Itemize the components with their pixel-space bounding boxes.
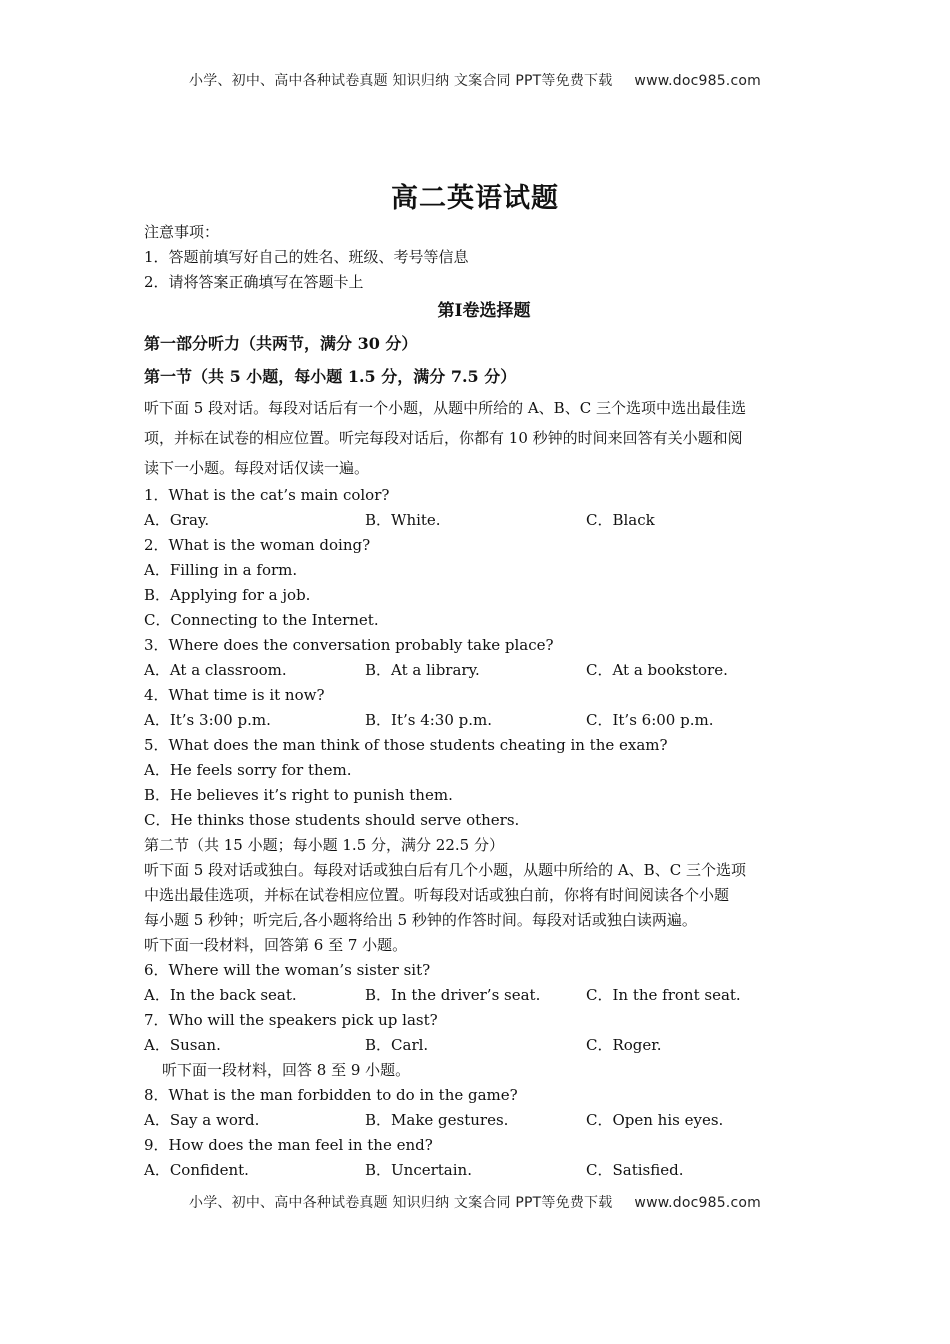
option-c[interactable]: C．He thinks those students should serve others.	[144, 811, 520, 829]
option-c[interactable]: C．In the front seat.	[586, 986, 741, 1004]
question-9-options	[144, 1158, 824, 1183]
option-b[interactable]: B．White.	[365, 511, 441, 529]
question-9: 9．How does the man feel in the end?	[144, 1136, 433, 1154]
exam-content	[144, 220, 824, 1183]
option-c[interactable]: C．Black	[586, 511, 655, 529]
question-5: 5．What does the man think of those students cheating in the exam?	[144, 736, 668, 754]
option-b[interactable]: B．In the driver’s seat.	[365, 986, 541, 1004]
section1-instruction: 听下面 5 段对话。每段对话后有一个小题，从题中所给的 A、B、C 三个选项中选出最佳选	[144, 399, 746, 417]
section2-heading: 第二节（共 15 小题；每小题 1.5 分，满分 22.5 分）	[144, 836, 504, 854]
question-1: 1．What is the cat’s main color?	[144, 486, 390, 504]
option-b[interactable]: B．It’s 4:30 p.m.	[365, 711, 493, 729]
question-7-options	[144, 1033, 824, 1058]
banner-url-link[interactable]: www.doc985.com	[634, 1195, 761, 1211]
section1-instruction: 读下一小题。每段对话仅读一遍。	[144, 459, 370, 477]
question-7: 7．Who will the speakers pick up last?	[144, 1011, 438, 1029]
banner-text: 小学、初中、高中各种试卷真题 知识归纳 文案合同 PPT等免费下载	[189, 73, 613, 89]
option-a[interactable]: A．Filling in a form.	[144, 561, 298, 579]
option-c[interactable]: C．It’s 6:00 p.m.	[586, 711, 714, 729]
part1-heading: 第一部分听力（共两节，满分 30 分）	[144, 334, 418, 353]
material-note: 听下面一段材料，回答第 6 至 7 小题。	[144, 936, 408, 954]
notice-heading: 注意事项：	[144, 223, 220, 241]
question-1-options	[144, 508, 824, 533]
option-b[interactable]: B．At a library.	[365, 661, 480, 679]
option-a[interactable]: A．At a classroom.	[144, 661, 287, 679]
option-c[interactable]: C．Open his eyes.	[586, 1111, 724, 1129]
option-b[interactable]: B．Uncertain.	[365, 1161, 472, 1179]
section1-instruction: 项，并标在试卷的相应位置。听完每段对话后，你都有 10 秒钟的时间来回答有关小题和阅	[144, 429, 743, 447]
option-c[interactable]: C．At a bookstore.	[586, 661, 728, 679]
question-3-options	[144, 658, 824, 683]
option-a[interactable]: A．Confident.	[144, 1161, 249, 1179]
question-8-options	[144, 1108, 824, 1133]
top-banner	[0, 70, 950, 90]
option-a[interactable]: A．Say a word.	[144, 1111, 260, 1129]
option-a[interactable]: A．In the back seat.	[144, 986, 297, 1004]
question-6: 6．Where will the woman’s sister sit?	[144, 961, 431, 979]
question-2: 2．What is the woman doing?	[144, 536, 371, 554]
option-c[interactable]: C．Satisfied.	[586, 1161, 684, 1179]
option-a[interactable]: A．Gray.	[144, 511, 210, 529]
material-note: 听下面一段材料，回答 8 至 9 小题。	[162, 1061, 411, 1079]
option-a[interactable]: A．He feels sorry for them.	[144, 761, 352, 779]
question-4: 4．What time is it now?	[144, 686, 325, 704]
section2-instruction: 听下面 5 段对话或独白。每段对话或独白后有几个小题，从题中所给的 A、B、C 三个选项	[144, 861, 746, 879]
section1-heading: 第一节（共 5 小题，每小题 1.5 分，满分 7.5 分）	[144, 367, 517, 386]
section2-instruction: 每小题 5 秒钟；听完后,各小题将给出 5 秒钟的作答时间。每段对话或独白读两遍。	[144, 911, 697, 929]
banner-text: 小学、初中、高中各种试卷真题 知识归纳 文案合同 PPT等免费下载	[189, 1195, 613, 1211]
banner-url-link[interactable]: www.doc985.com	[634, 73, 761, 89]
option-b[interactable]: B．Carl.	[365, 1036, 429, 1054]
section2-instruction: 中选出最佳选项，并标在试卷相应位置。听每段对话或独白前，你将有时间阅读各个小题	[144, 886, 730, 904]
bottom-banner	[0, 1192, 950, 1212]
question-6-options	[144, 983, 824, 1008]
question-8: 8．What is the man forbidden to do in the game?	[144, 1086, 518, 1104]
option-a[interactable]: A．It’s 3:00 p.m.	[144, 711, 271, 729]
option-a[interactable]: A．Susan.	[144, 1036, 221, 1054]
notice-item: 2．请将答案正确填写在答题卡上	[144, 273, 364, 291]
question-4-options	[144, 708, 824, 733]
page-title: 高二英语试题	[391, 183, 559, 214]
option-c[interactable]: C．Roger.	[586, 1036, 662, 1054]
notice-item: 1．答题前填写好自己的姓名、班级、考号等信息	[144, 248, 469, 266]
option-b[interactable]: B．He believes it’s right to punish them.	[144, 786, 453, 804]
option-b[interactable]: B．Make gestures.	[365, 1111, 509, 1129]
option-b[interactable]: B．Applying for a job.	[144, 586, 311, 604]
question-3: 3．Where does the conversation probably take place?	[144, 636, 554, 654]
option-c[interactable]: C．Connecting to the Internet.	[144, 611, 379, 629]
volume-title: 第I卷选择题	[437, 301, 531, 321]
